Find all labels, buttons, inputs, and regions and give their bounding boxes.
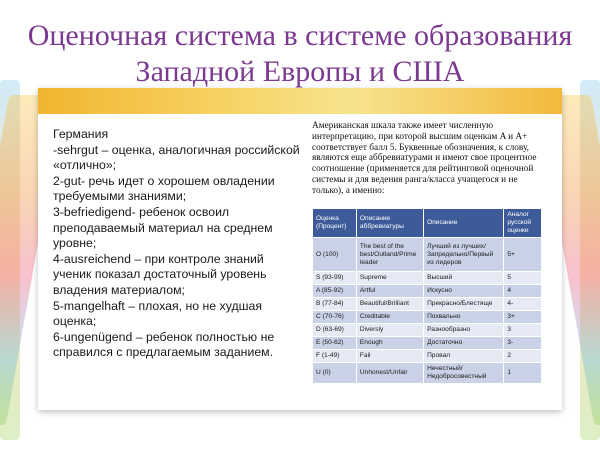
cell-abbreviation: Beautiful/Brilliant: [356, 298, 423, 311]
cell-abbreviation: Unhonest/Unfair: [356, 363, 423, 384]
table-row: [313, 363, 542, 384]
cell-description: Достаточно: [424, 337, 504, 350]
cell-grade: O (100): [313, 238, 357, 272]
cell-russian: 3: [504, 324, 542, 337]
cell-abbreviation: Diversly: [356, 324, 423, 337]
table-row: [313, 311, 542, 324]
table-row: [313, 285, 542, 298]
table-row: [313, 272, 542, 285]
germany-grade-6: 6-ungenügend – ребенок полностью не справился с предлагаемым заданием.: [53, 329, 275, 360]
cell-russian: 4-: [504, 298, 542, 311]
cell-grade: A (85-92): [313, 285, 357, 298]
cell-description: Нечестный/Недобросовестный: [424, 363, 504, 384]
cell-grade: S (93-99): [313, 272, 357, 285]
cell-abbreviation: Supreme: [356, 272, 423, 285]
cell-grade: D (63-69): [313, 324, 357, 337]
cell-russian: 5+: [504, 238, 542, 272]
germany-grade-5: 5-mangelhaft – плохая, но не худшая оценка;: [53, 298, 262, 329]
table-row: [313, 324, 542, 337]
cell-grade: E (50-62): [313, 337, 357, 350]
cell-abbreviation: Creditable: [356, 311, 423, 324]
cell-description: Провал: [424, 350, 504, 363]
table-row: [313, 238, 542, 272]
cell-description: Высший: [424, 272, 504, 285]
germany-grading-list: [53, 127, 303, 361]
header-grade-percent: Оценка (Процент): [313, 209, 357, 238]
table-row: [313, 337, 542, 350]
cell-abbreviation: The best of the best/Outland/Prime leader: [356, 238, 423, 272]
cell-russian: 2: [504, 350, 542, 363]
cell-description: Похвально: [424, 311, 504, 324]
cell-abbreviation: Fail: [356, 350, 423, 363]
germany-grade-4: 4-ausreichend – при контроле знаний ученик показал достаточный уровень владения материалом;: [53, 251, 267, 297]
slide-title-line-1: Оценочная система в системе образования: [27, 19, 573, 52]
slide-title: [0, 18, 600, 90]
table-header-row: [313, 209, 542, 238]
cell-russian: 4: [504, 285, 542, 298]
cell-description: Лучший из лучших/Запредельно/Первый из лидеров: [424, 238, 504, 272]
header-description: Описание: [424, 209, 504, 238]
usa-description: Американская шкала также имеет численную интерпретацию, при которой высшим оценкам A и A+ соответствует балл 5. Буквенные обозначения, к слову, являются еще аббревиатурами и имеют свое процентное соотношение (применяется для рейтинговой оценочной системы и для ведения ранга/класса учащегося и не только), а именно:: [312, 121, 537, 196]
usa-grades-table: [312, 208, 542, 384]
cell-description: Прекрасно/Блестяще: [424, 298, 504, 311]
germany-heading: Германия: [53, 127, 109, 141]
cell-grade: C (70-76): [313, 311, 357, 324]
header-abbreviation: Описание аббревиатуры: [356, 209, 423, 238]
slide-title-line-2: Западной Европы и США: [135, 55, 465, 88]
panel-header-bar: [38, 88, 562, 114]
table-row: [313, 298, 542, 311]
cell-grade: B (77-84): [313, 298, 357, 311]
cell-abbreviation: Artful: [356, 285, 423, 298]
cell-russian: 3+: [504, 311, 542, 324]
cell-description: Разнообразно: [424, 324, 504, 337]
cell-russian: 5: [504, 272, 542, 285]
table-row: [313, 350, 542, 363]
cell-abbreviation: Enough: [356, 337, 423, 350]
germany-grade-1: -sehrgut – оценка, аналогичная российской «отлично»;: [53, 142, 300, 173]
cell-grade: F (1-49): [313, 350, 357, 363]
header-russian-equivalent: Аналог русской оценки: [504, 209, 542, 238]
germany-grade-3: 3-befriedigend- ребенок освоил преподаваемый материал на среднем уровне;: [53, 204, 273, 251]
cell-russian: 3-: [504, 337, 542, 350]
germany-grade-2: 2-gut- речь идет о хорошем овладении требуемыми знаниями;: [53, 173, 275, 204]
cell-description: Искусно: [424, 285, 504, 298]
cell-grade: U (0): [313, 363, 357, 384]
cell-russian: 1: [504, 363, 542, 384]
